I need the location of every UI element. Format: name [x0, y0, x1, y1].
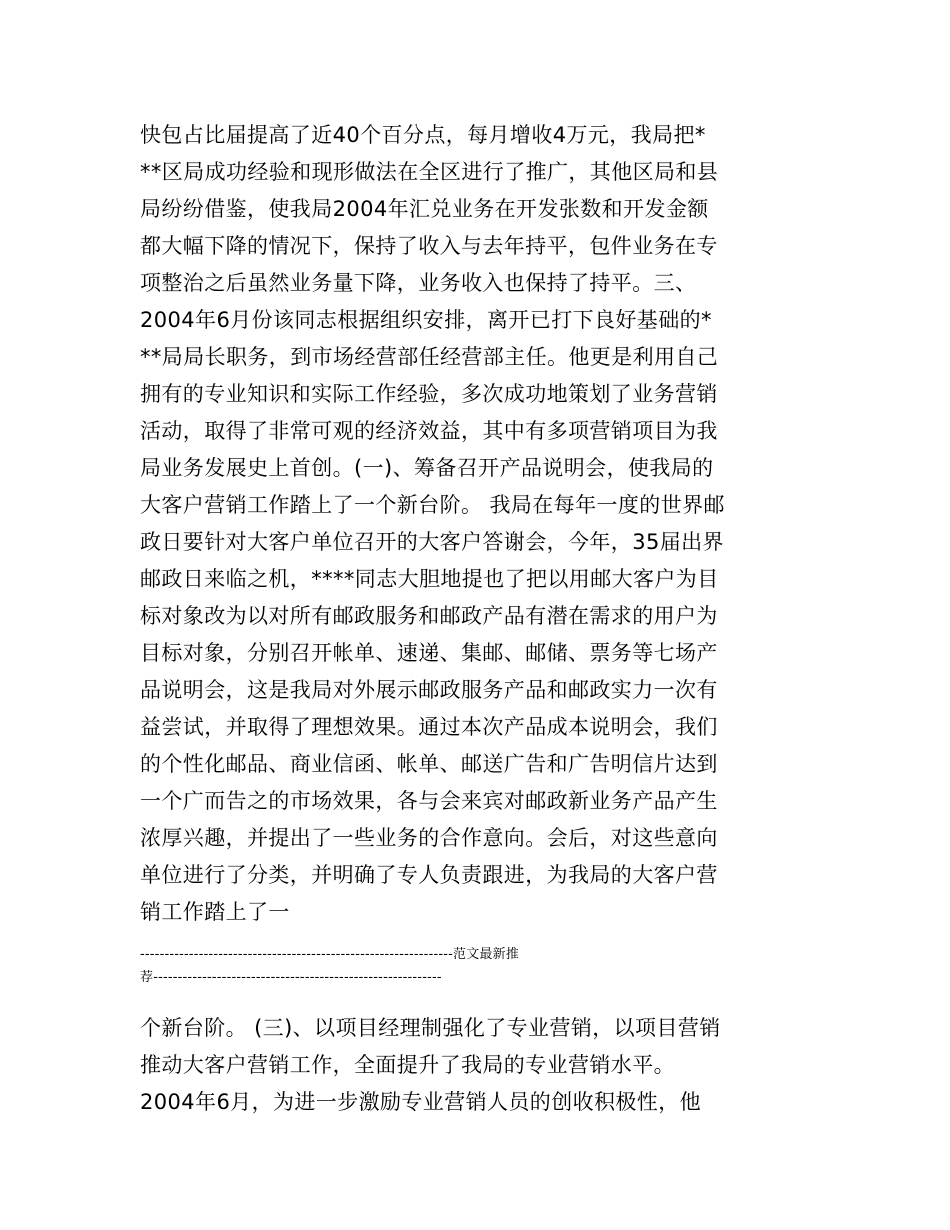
text-line: 2004年6月份该同志根据组织安排，离开已打下良好基础的* [140, 308, 712, 332]
text-line: 活动，取得了非常可观的经济效益，其中有多项营销项目为我 [140, 419, 718, 443]
text-line: 拥有的专业知识和实际工作经验，多次成功地策划了业务营销 [140, 382, 718, 406]
body-paragraph-1 [140, 117, 820, 931]
text-line: 政日要针对大客户单位召开的大客户答谢会，今年，35届出界 [140, 530, 724, 554]
text-line: 2004年6月，为进一步激励专业营销人员的创收积极性，他 [140, 1090, 702, 1114]
text-line: 的个性化邮品、商业信函、帐单、邮送广告和广告明信片达到 [140, 752, 718, 776]
text-line: 一个广而告之的市场效果，各与会来宾对邮政新业务产品产生 [140, 789, 718, 813]
recommendation-divider-line-1: ----------------------------------------------------------------范文最新推 [140, 947, 520, 962]
text-line: 大客户营销工作踏上了一个新台阶。 我局在每年一度的世界邮 [140, 493, 725, 517]
text-line: 快包占比届提高了近40个百分点，每月增收4万元，我局把* [140, 123, 706, 147]
text-line: 项整治之后虽然业务量下降，业务收入也保持了持平。三、 [140, 271, 697, 295]
text-line: 目标对象，分别召开帐单、速递、集邮、邮储、票务等七场产 [140, 641, 718, 665]
text-line: 单位进行了分类，并明确了专人负责跟进，为我局的大客户营 [140, 863, 718, 887]
text-line: 益尝试，并取得了理想效果。通过本次产品成本说明会，我们 [140, 715, 718, 739]
text-line: 个新台阶。 (三)、以项目经理制强化了专业营销，以项目营销 [140, 1016, 721, 1040]
text-line: 邮政日来临之机，****同志大胆地提也了把以用邮大客户为目 [140, 567, 719, 591]
text-line: 销工作踏上了一 [140, 900, 290, 924]
text-line: 局纷纷借鉴，使我局2004年汇兑业务在开发张数和开发金额 [140, 197, 709, 221]
text-line: 局业务发展史上首创。(一)、筹备召开产品说明会，使我局的 [140, 456, 714, 480]
text-line: 都大幅下降的情况下，保持了收入与去年持平，包件业务在专 [140, 234, 718, 258]
recommendation-divider-line-2: 荐----------------------------------------------------------- [140, 970, 442, 985]
text-line: 标对象改为以对所有邮政服务和邮政产品有潜在需求的用户为 [140, 604, 718, 628]
text-line: 品说明会，这是我局对外展示邮政服务产品和邮政实力一次有 [140, 678, 718, 702]
text-line: 推动大客户营销工作，全面提升了我局的专业营销水平。 [140, 1053, 675, 1077]
text-line: 浓厚兴趣，并提出了一些业务的合作意向。会后，对这些意向 [140, 826, 718, 850]
text-line: **区局成功经验和现形做法在全区进行了推广，其他区局和县 [140, 160, 719, 184]
text-line: **局局长职务，到市场经营部任经营部主任。他更是利用自己 [140, 345, 719, 369]
body-paragraph-2 [140, 1010, 820, 1121]
